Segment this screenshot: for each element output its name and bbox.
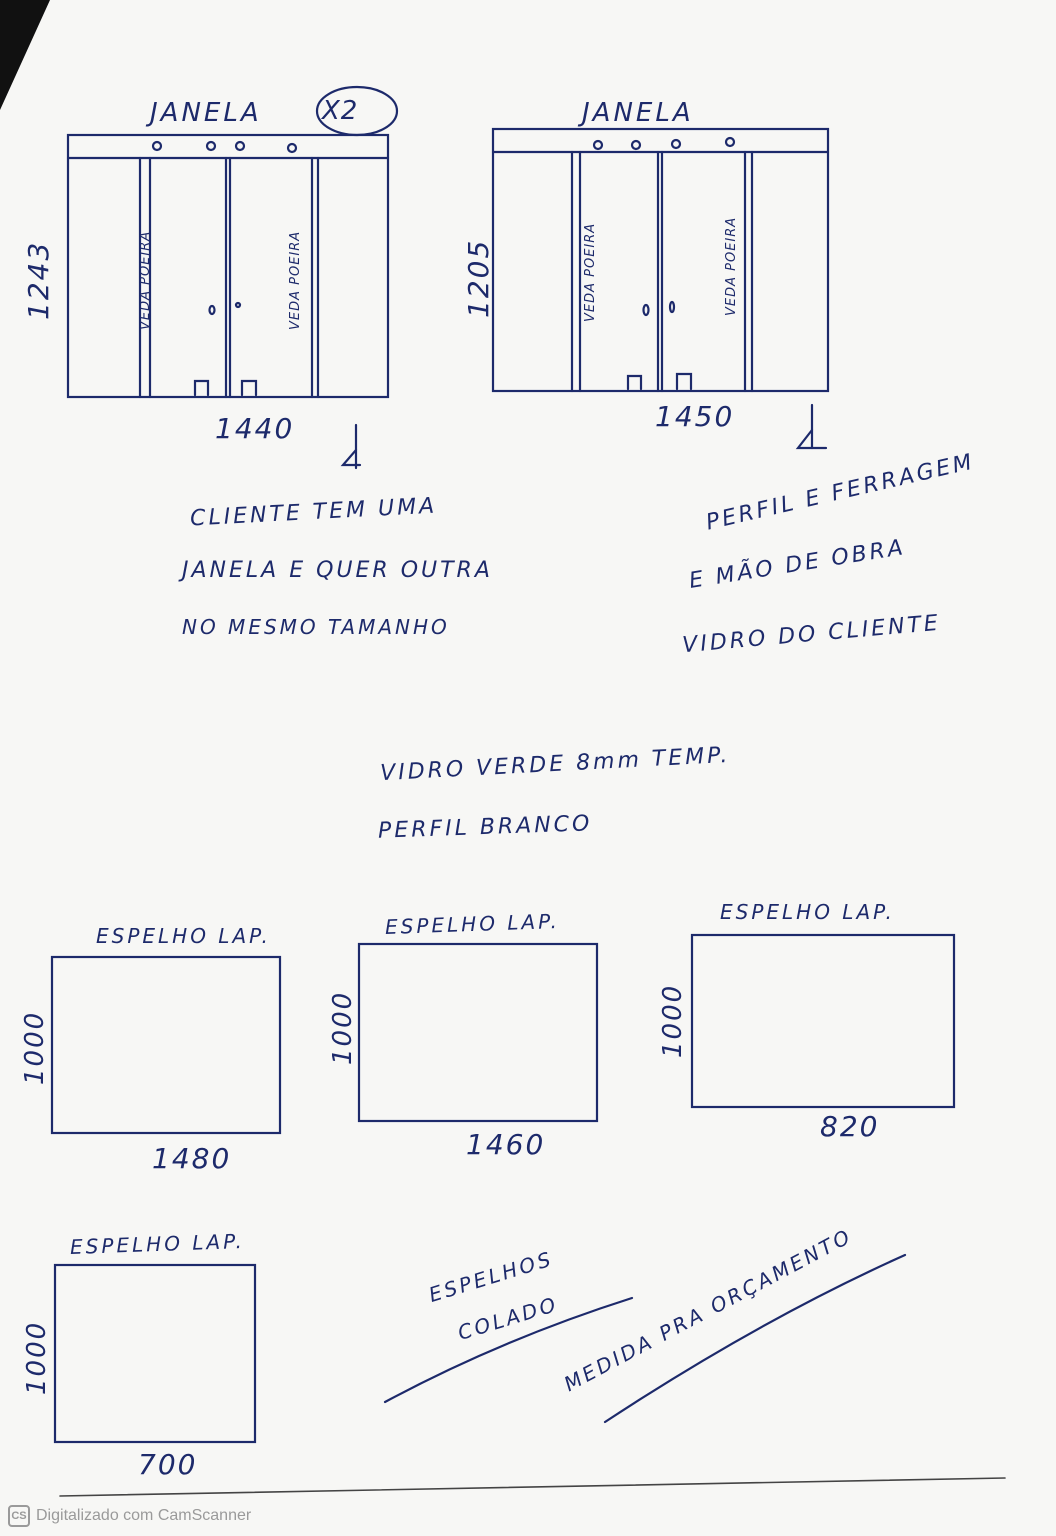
mirror-2-height: 1000 [328,990,358,1065]
window-1-height: 1243 [22,240,55,320]
mirror-3-rect [692,935,954,1107]
window-1-qty: X2 [322,96,359,126]
mirror-1-width: 1480 [152,1142,232,1175]
window-2-width: 1450 [655,400,735,433]
scanner-watermark-text: Digitalizado com CamScanner [36,1507,252,1524]
scanner-watermark [8,1503,251,1529]
note-right-line-1: PERFIL E FERRAGEM [703,449,978,536]
mirror-3-title: ESPELHO LAP. [720,900,895,924]
window-1-title: JANELA [150,98,262,128]
note-left-line-1: CLIENTE TEM UMA [189,493,438,532]
note-profile: PERFIL BRANCO [377,811,593,844]
mirrors-note-line-1: ESPELHOS [426,1246,557,1307]
note-left-line-3: NO MESMO TAMANHO [182,615,450,639]
mirror-2-rect [359,944,597,1121]
note-right-line-2: E MÃO DE OBRA [687,535,908,594]
budget-note: MEDIDA PRA ORÇAMENTO [560,1223,857,1397]
window-2-title: JANELA [582,98,694,128]
mirror-4-height: 1000 [22,1320,52,1395]
note-left-line-2: JANELA E QUER OUTRA [182,558,493,583]
mirror-1-rect [52,957,280,1133]
window-1-width: 1440 [215,412,295,445]
mirror-1-title: ESPELHO LAP. [96,924,271,948]
note-glass: VIDRO VERDE 8mm TEMP. [379,742,731,787]
note-right-line-3: VIDRO DO CLIENTE [681,610,942,659]
window-1-left-label: VEDA POEIRA [138,230,153,330]
mirror-2-title: ESPELHO LAP. [384,908,561,940]
opening-symbols [343,405,826,468]
mirror-4-width: 700 [138,1448,198,1481]
camscanner-logo: CS [8,1505,30,1527]
mirror-4-title: ESPELHO LAP. [69,1228,246,1260]
window-1-frame [68,135,388,397]
window-2-height: 1205 [462,238,495,318]
mirror-3-width: 820 [820,1110,880,1143]
window-2-left-label: VEDA POEIRA [583,222,598,322]
mirror-4-rect [55,1265,255,1442]
mirrors-note-line-2: COLADO [455,1291,562,1345]
mirror-2-width: 1460 [466,1128,546,1161]
mirror-3-height: 1000 [658,983,688,1058]
window-1-right-label: VEDA POEIRA [288,230,303,330]
window-2-frame [493,129,828,391]
mirror-1-height: 1000 [20,1010,50,1085]
bottom-edge-line [60,1478,1005,1496]
window-2-right-label: VEDA POEIRA [724,216,739,316]
